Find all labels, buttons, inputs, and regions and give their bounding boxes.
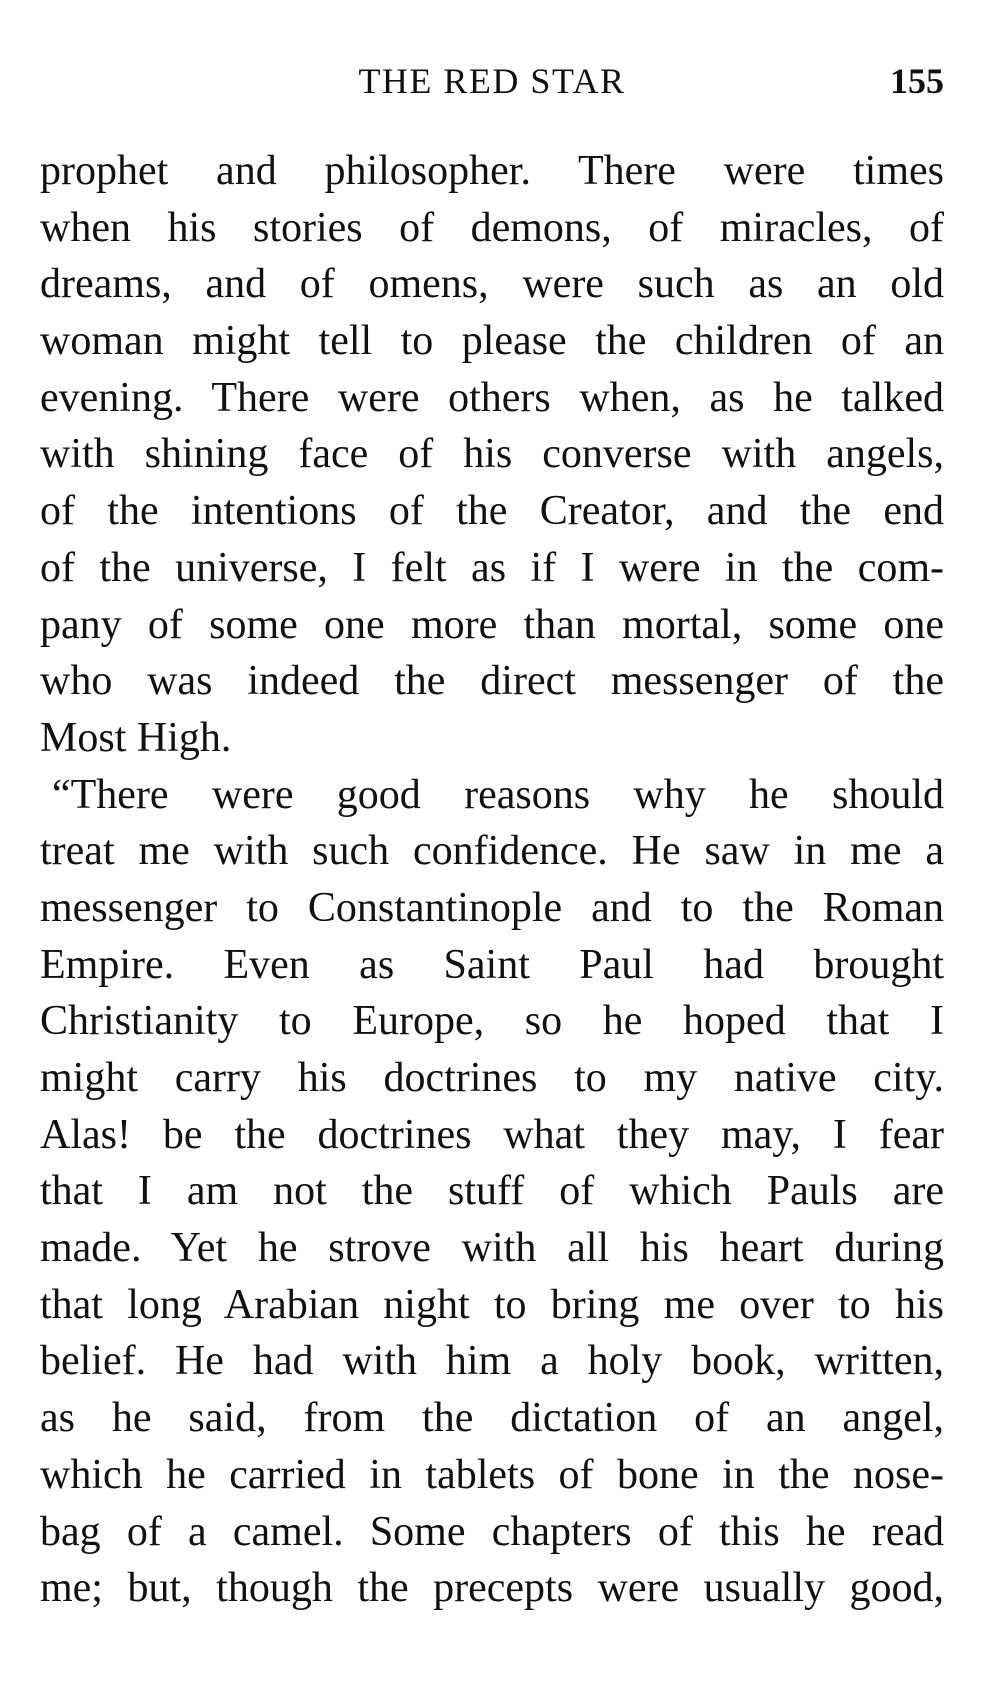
text-line: might carry his doctrines to my native city. (40, 1055, 944, 1101)
text-line: of the universe, I felt as if I were in the com- (40, 544, 944, 591)
text-line: Most High. (40, 714, 232, 761)
text-line: when his stories of demons, of miracles, of (40, 204, 944, 251)
text-line: prophet and philosopher. There were times (40, 148, 944, 194)
paragraph-2 (40, 767, 944, 1617)
text-line: belief. He had with him a holy book, written, (40, 1338, 944, 1385)
text-line: made. Yet he strove with all his heart during (40, 1225, 944, 1272)
text-line: messenger to Constantinople and to the Roman (40, 884, 944, 931)
body-text (40, 143, 944, 1617)
text-line: that I am not the stuff of which Pauls are (40, 1168, 944, 1215)
text-line: as he said, from the dictation of an angel, (40, 1395, 944, 1442)
text-line: with shining face of his converse with angels, (40, 431, 944, 478)
text-line: bag of a camel. Some chapters of this he read (40, 1508, 944, 1555)
text-line: who was indeed the direct messenger of the (40, 658, 944, 705)
running-head (40, 56, 944, 106)
text-line: Alas! be the doctrines what they may, I fear (40, 1111, 944, 1158)
text-line: treat me with such confidence. He saw in me a (40, 828, 944, 875)
book-page (40, 0, 944, 1696)
text-line: woman might tell to please the children of an (40, 318, 944, 365)
text-line: which he carried in tablets of bone in the nose- (40, 1451, 944, 1498)
text-line: Christianity to Europe, so he hoped that I (40, 998, 944, 1045)
text-line: “There were good reasons why he should (52, 771, 944, 818)
running-title: THE RED STAR (358, 61, 626, 101)
text-line: me; but, though the precepts were usually good, (40, 1565, 944, 1612)
paragraph-1 (40, 143, 944, 767)
text-line: that long Arabian night to bring me over to his (40, 1281, 944, 1328)
text-line: evening. There were others when, as he talked (40, 374, 944, 421)
text-line: of the intentions of the Creator, and the end (40, 488, 944, 535)
page-number: 155 (890, 61, 944, 101)
text-line: dreams, and of omens, were such as an old (40, 261, 944, 308)
text-line: pany of some one more than mortal, some one (40, 601, 944, 648)
text-line: Empire. Even as Saint Paul had brought (40, 941, 944, 988)
